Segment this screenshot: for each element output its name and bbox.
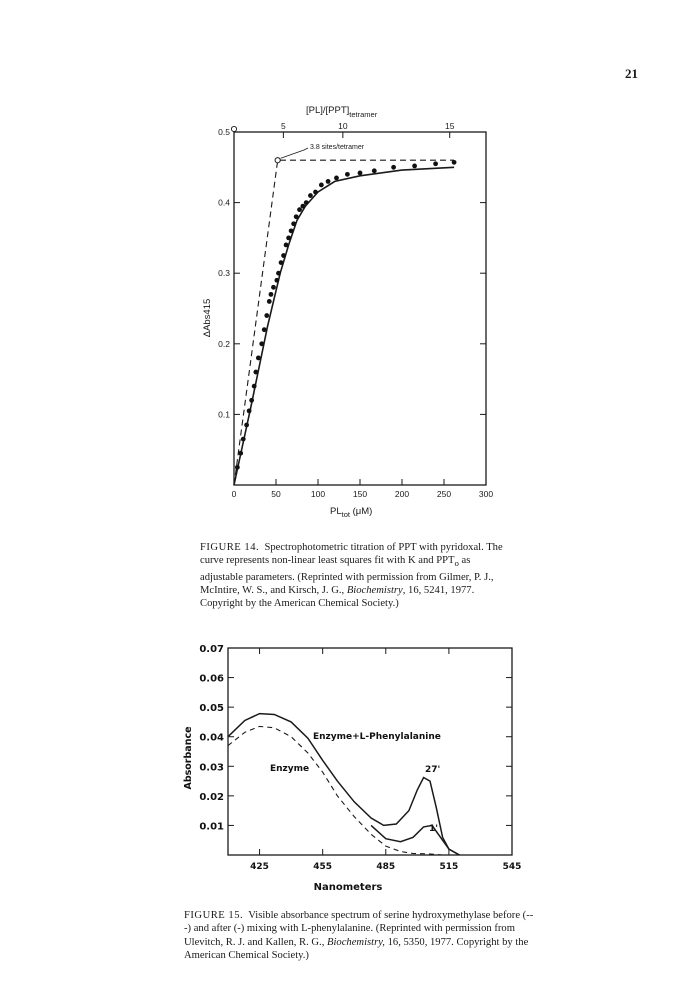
fig14-y-tick-label: 0.2 [218, 338, 230, 349]
fig15-enzyme-phe-1-line [371, 825, 459, 855]
fig14-annotation: 3.8 sites/tetramer [310, 144, 365, 151]
fig15-y-tick-label: 0.02 [199, 791, 224, 803]
fig15-annotation-enzyme-phe: Enzyme+L-Phenylalanine [313, 732, 441, 742]
fig14-top-tick-label: 5 [281, 121, 286, 131]
fig14-x-tick-label: 300 [478, 489, 494, 499]
figure-14-caption-text-c: , 16, 5241, 1977. Copyright by the American Chemical Society.) [200, 585, 475, 610]
page-number: 21 [625, 66, 638, 81]
figure-14-caption-text-b: as adjustable parameters. (Reprinted with permission from Gilmer, P. J., McIntire, W. S., and Kirsch, J. G., [200, 555, 494, 596]
figure-14-caption-text: Spectrophotometric titration of PPT with pyridoxal. The curve represents non-linear least squares fit with K and PPT [200, 542, 503, 567]
figure-14-caption-sub: o [454, 558, 459, 569]
fig15-y-tick-label: 0.07 [199, 644, 224, 655]
figure-15-caption [184, 909, 534, 962]
figure-14-caption [200, 541, 512, 611]
fig15-y-tick-label: 0.03 [199, 762, 224, 774]
fig14-y-tick-label: 0.4 [218, 197, 230, 208]
fig15-x-tick-label: 545 [502, 862, 522, 872]
fig14-y-tick-label: 0.1 [218, 409, 230, 420]
fig14-top-tick-label: 15 [444, 121, 455, 131]
figure-15-caption-text-c: 16, 5350, 1977. Copyright by the American Chemical Society.) [184, 936, 529, 961]
fig15-y-tick-label: 0.04 [199, 732, 224, 744]
fig15-y-axis-label: Absorbance [183, 726, 194, 790]
fig14-x-tick-label: 150 [352, 489, 368, 499]
fig14-top-tick-label: 10 [338, 121, 348, 131]
fig14-y-axis-label: ΔAbs415 [202, 298, 213, 338]
fig14-y-tick-label: 0.3 [218, 268, 230, 279]
fig14-x-axis-label: $PL_{tot}$ (μM) [330, 506, 373, 519]
fig15-x-axis-label: Nanometers [313, 882, 383, 893]
fig15-x-tick-label: 515 [439, 862, 459, 872]
fig15-x-tick-label: 455 [313, 862, 333, 872]
fig15-x-tick-label: 485 [376, 862, 396, 872]
fig15-y-tick-label: 0.06 [199, 673, 224, 685]
fig14-top-axis-label: $[PL]/[PPT]_{tetramer}$ [306, 105, 378, 119]
fig15-annotation-27: 27' [425, 765, 441, 775]
fig15-y-tick-label: 0.05 [199, 703, 224, 715]
figure-14-caption-journal: Biochemistry [346, 585, 403, 596]
figure-14-label: FIGURE 14. [200, 542, 260, 553]
figure-15-caption-text: Visible absorbance spectrum of serine hydroxymethylase before (---) and after (-) mixing with L-phenylalanine. (Reprinted with permission from Ulevitch, R. J. and Kallen, R. G., [184, 910, 534, 948]
fig15-plot-frame [228, 648, 512, 855]
fig14-x-tick-label: 100 [310, 489, 326, 499]
fig15-y-tick-label: 0.01 [199, 821, 224, 833]
figure-15-label: FIGURE 15. [184, 910, 244, 921]
figure-15-caption-journal: Biochemistry, [327, 936, 385, 948]
fig14-x-tick-label: 250 [436, 489, 452, 499]
fig15-annotation-enzyme: Enzyme [270, 764, 310, 774]
fig15-enzyme-line [228, 726, 443, 855]
fig15-x-tick-label: 425 [250, 862, 269, 872]
fig14-x-tick-label: 200 [394, 489, 410, 499]
fig14-x-tick-label: 50 [271, 489, 281, 499]
fig14-x-tick-label: 0 [231, 489, 237, 499]
fig15-annotation-1: 1' [429, 824, 439, 834]
fig14-y-tick-label: 0.5 [218, 127, 230, 137]
